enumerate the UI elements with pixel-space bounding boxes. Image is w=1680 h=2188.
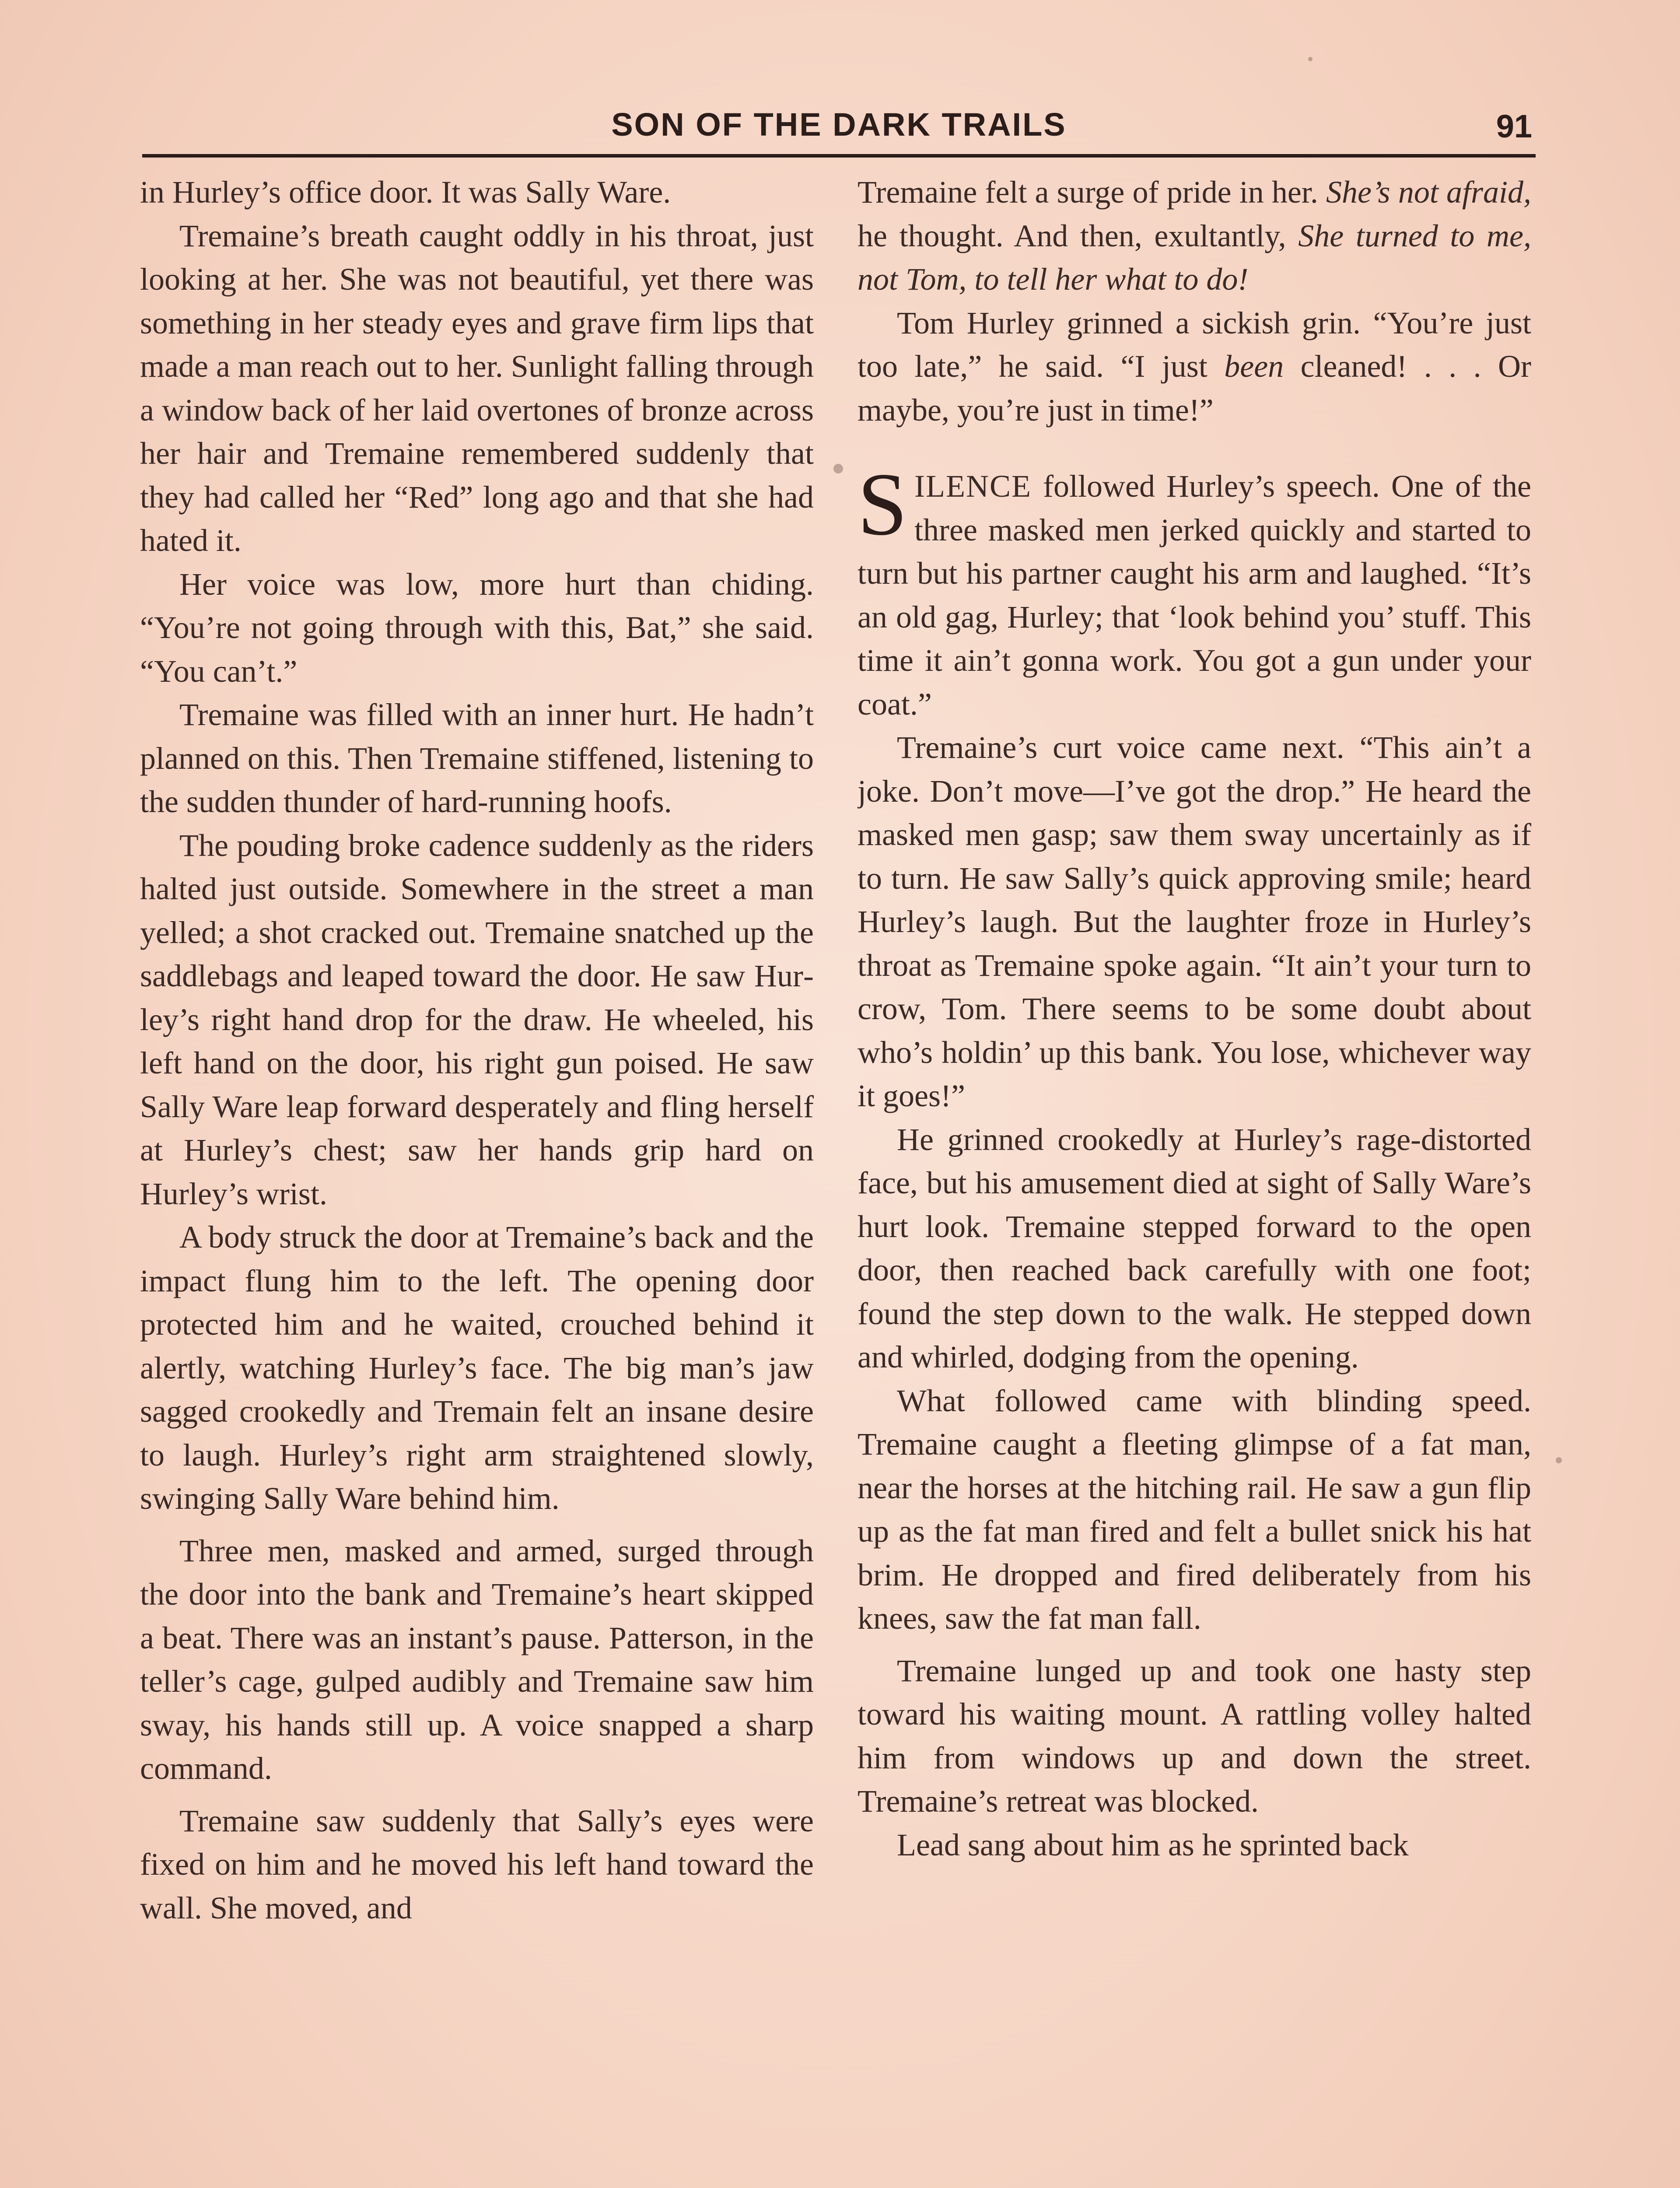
paragraph: Tremaine was filled with an inner hurt. He hadn’t planned on this. Then Tremaine stiffened, listening to the sudden thunder of hard-running hoofs.	[140, 697, 814, 819]
text-run: Tremaine felt a surge of pride in her.	[858, 175, 1326, 210]
text-run: followed Hurley’s speech. One of the three masked men jerked quickly and started to turn but his partner caught his arm and laughed. “It’s an old gag, Hurley; that ‘look behind you’ stuff. This time it ain’t gonna work. You got a gun under your coat.”	[858, 469, 1531, 722]
page-number: 91	[1496, 108, 1532, 144]
section-paragraph	[858, 455, 1531, 726]
paper-fleck	[1308, 57, 1312, 61]
paragraph: in Hurley’s office door. It was Sally Ware.	[140, 175, 671, 210]
italic-run: been	[1224, 349, 1284, 384]
paragraph: A body struck the door at Tremaine’s back and the impact flung him to the left. The opening door protected him and he waited, crouched behind it alertly, watching Hurley’s face. The big man’s jaw sagged crookedly and Tremain felt an insane desire to laugh. Hurley’s right arm straightened slowly, swinging Sally Ware behind him.	[140, 1220, 814, 1516]
header-rule	[142, 154, 1536, 158]
running-title: SON OF THE DARK TRAILS	[611, 106, 1067, 143]
paragraph: What followed came with blinding speed. Tremaine caught a fleeting glimpse of a fat man, near the horses at the hitching rail. He saw a gun flip up as the fat man fired and felt a bullet snick his hat brim. He dropped and fired deliberately from his knees, saw the fat man fall.	[858, 1383, 1531, 1636]
small-caps-run: ILENCE	[914, 469, 1032, 504]
paragraph: The pouding broke cadence suddenly as the riders halted just outside. Somewhere in the street a man yelled; a shot cracked out. Tremaine snatched up the saddlebags and leaped toward the door. He saw Hurley’s right hand drop for the draw. He wheeled, his left hand on the door, his right gun poised. He saw Sally Ware leap forward desperately and fling herself at Hurley’s chest; saw her hands grip hard on Hurley’s wrist.	[140, 828, 814, 1211]
left-column	[140, 171, 814, 2188]
text-run: cleaned! . . . Or maybe, you’re just in time!”	[858, 349, 1531, 428]
paragraph: Three men, masked and armed, surged through the door into the bank and Tremaine’s heart skipped a beat. There was an instant’s pause. Patterson, in the teller’s cage, gulped audibly and Tremaine saw him sway, his hands still up. A voice snapped a sharp command.	[140, 1533, 814, 1786]
text-run: he thought. And then, exultantly,	[858, 218, 1298, 253]
paragraph: Tremaine lunged up and took one hasty step toward his waiting mount. A rattling volley halted him from windows up and down the street. Tremaine’s retreat was blocked.	[858, 1653, 1531, 1819]
text-run: Tom Hurley grinned a sickish grin. “You’re just too late,” he said. “I just	[858, 305, 1531, 384]
paragraph: Lead sang about him as he sprinted back	[897, 1827, 1409, 1862]
paper-fleck	[1556, 1457, 1562, 1463]
paragraph: He grinned crookedly at Hurley’s rage-distorted face, but his amusement died at sight of Sally Ware’s hurt look. Tremaine stepped forward to the open door, then reached back carefully with one foot; found the step down to the walk. He stepped down and whirled, dodging from the opening.	[858, 1122, 1531, 1375]
paragraph: Tremaine’s breath caught oddly in his throat, just looking at her. She was not beautiful, yet there was something in her steady eyes and grave firm lips that made a man reach out to her. Sunlight falling through a window back of her laid overtones of bronze across her hair and Tremaine remembered suddenly that they had called her “Red” long ago and that she had hated it.	[140, 218, 814, 558]
right-column	[858, 171, 1531, 2188]
drop-cap: S	[858, 455, 908, 554]
italic-run: She turned to me, not Tom, to tell her what to do!	[858, 218, 1531, 297]
page-header	[142, 102, 1536, 150]
paper-fleck	[833, 464, 843, 473]
italic-run: She’s not afraid,	[1326, 175, 1531, 210]
paragraph: Her voice was low, more hurt than chiding. “You’re not going through with this, Bat,” she said. “You can’t.”	[140, 566, 814, 689]
paragraph	[858, 302, 1531, 432]
paragraph: Tremaine’s curt voice came next. “This ain’t a joke. Don’t move—I’ve got the drop.” He heard the masked men gasp; saw them sway uncertainly as if to turn. He saw Sally’s quick approving smile; heard Hurley’s laugh. But the laughter froze in Hurley’s throat as Tremaine spoke again. “It ain’t your turn to crow, Tom. There seems to be some doubt about who’s holdin’ up this bank. You lose, whichever way it goes!”	[858, 730, 1531, 1113]
paragraph	[858, 171, 1531, 302]
paragraph: Tremaine saw suddenly that Sally’s eyes were fixed on him and he moved his left hand toward the wall. She moved, and	[140, 1803, 814, 1925]
